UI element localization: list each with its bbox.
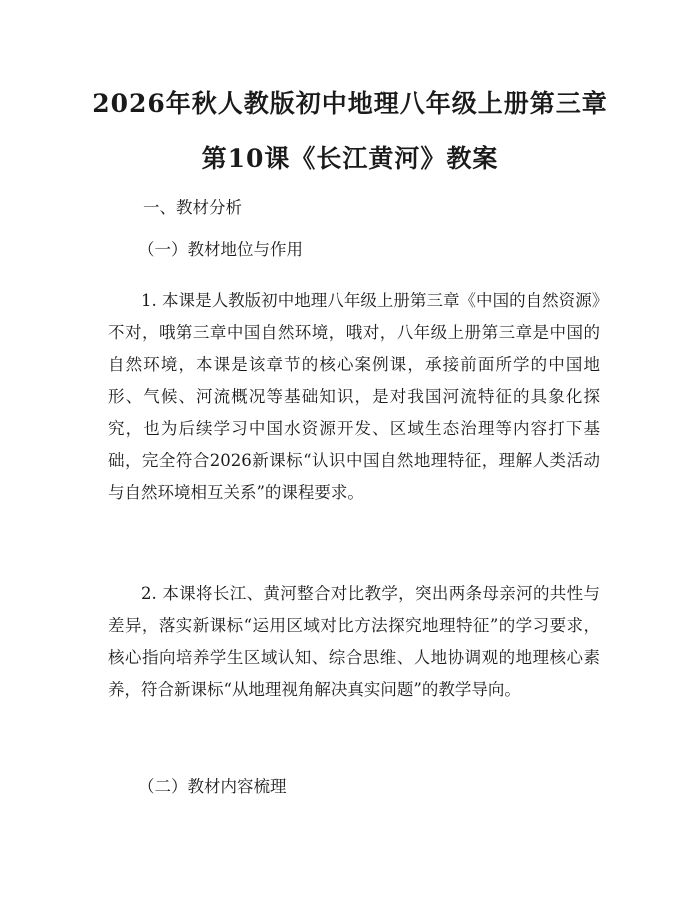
paragraph-1: 1. 本课是人教版初中地理八年级上册第三章《中国的自然资源》不对，哦第三章中国自然环境，哦对，八年级上册第三章是中国的自然环境，本课是该章节的核心案例课，承接前面所学的中国地形、气候、河流概况等基础知识，是对我国河流特征的具象化探究，也为后续学习中国水资源开发、区域生态治理等内容打下基础，完全符合2026新课标“认识中国自然地理特征，理解人类活动与自然环境相互关系”的课程要求。	[108, 291, 600, 502]
paragraph-2: 2. 本课将长江、黄河整合对比教学，突出两条母亲河的共性与差异，落实新课标“运用区域对比方法探究地理特征”的学习要求，核心指向培养学生区域认知、综合思维、人地协调观的地理核心素养，符合新课标“从地理视角解决真实问题”的教学导向。	[108, 584, 600, 699]
document-title-line-1: 2026年秋人教版初中地理八年级上册第三章	[92, 89, 608, 118]
section-heading-textbook-analysis: 一、教材分析	[143, 198, 242, 217]
subsection-heading-position-and-role: （一）教材地位与作用	[138, 240, 303, 259]
subsection-heading-content-outline: （二）教材内容梳理	[138, 777, 287, 796]
document-title-line-2: 第10课《长江黄河》教案	[201, 144, 499, 173]
